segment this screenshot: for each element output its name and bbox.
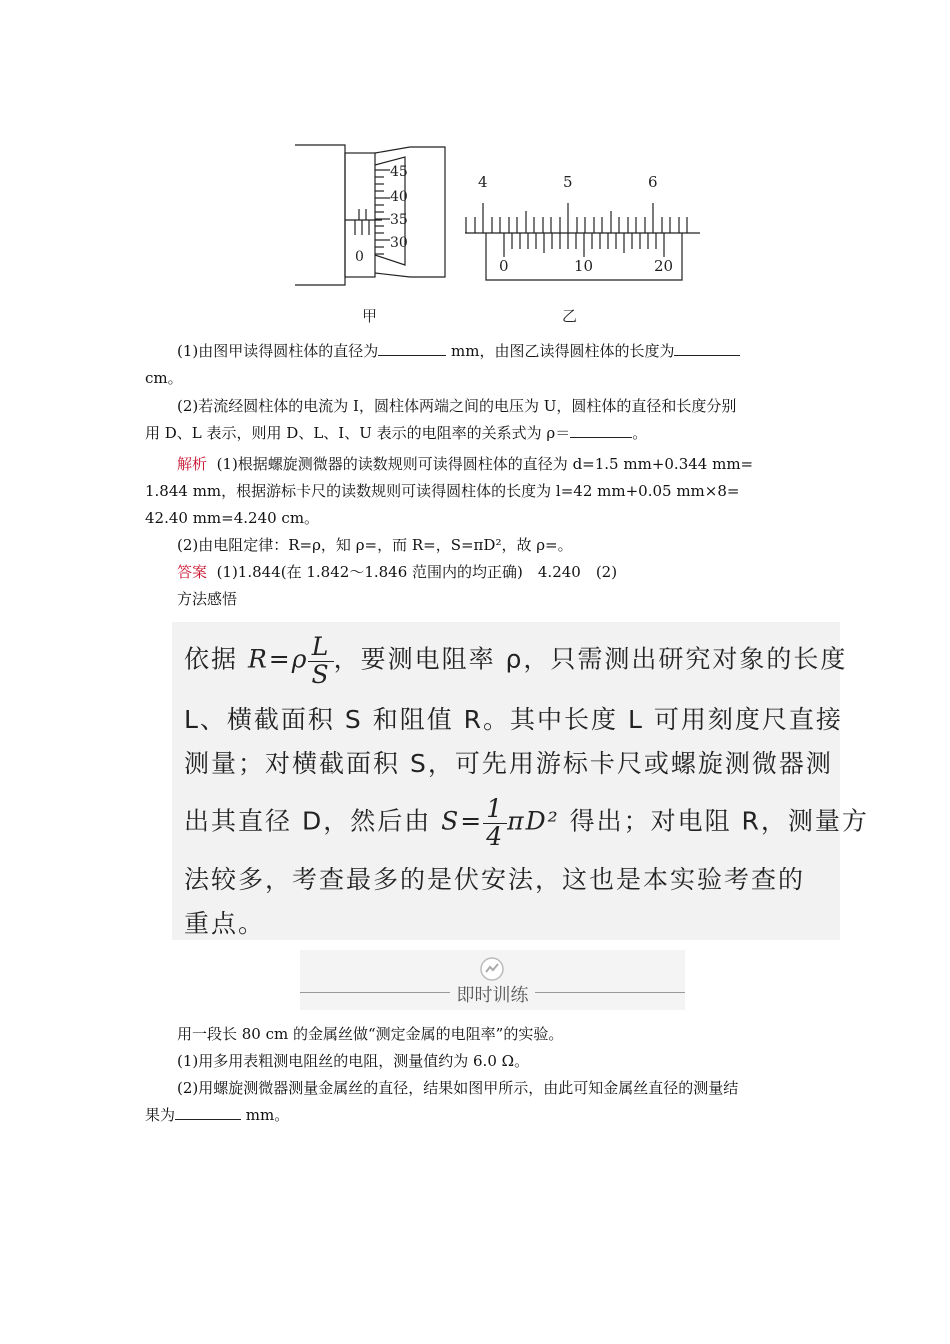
method-fraction-l-over-s	[308, 634, 333, 687]
header-rule-right	[535, 992, 685, 993]
length-answer-blank[interactable]	[674, 341, 740, 356]
answer-label: 答案	[177, 563, 208, 581]
solution-line-2	[145, 478, 810, 505]
q2-line-1	[145, 393, 842, 420]
solution-line-1	[145, 451, 842, 478]
method-title-text: 方法感悟	[177, 590, 238, 608]
header-rule-left	[300, 992, 450, 993]
caliper-main-tick-4: 4	[478, 173, 488, 191]
method-l4-pre: 出其直径 D，然后由	[184, 806, 432, 836]
method-line-6	[184, 904, 265, 940]
method-l4-post: 得出；对电阻 R，测量方	[569, 806, 869, 836]
caliper-vernier-tick-0: 0	[499, 257, 509, 275]
q2-line-2	[145, 420, 810, 447]
solution-line-3	[145, 505, 810, 532]
q1-unit-line	[145, 365, 810, 392]
q1-unit-cm: cm。	[145, 369, 183, 387]
solution-text-2: 1.844 mm，根据游标卡尺的读数规则可读得圆柱体的长度为 l=42 mm+0.05 mm×8=	[145, 482, 740, 500]
method-title	[145, 586, 842, 613]
method-formula-pid2: πD²	[507, 806, 560, 836]
question-1	[145, 338, 842, 365]
micrometer-zero: 0	[355, 249, 364, 265]
q1-text-a: (1)由图甲读得圆柱体的直径为	[177, 342, 379, 360]
fraction-denominator-4: 4	[486, 822, 505, 851]
training-item-2-unit: mm。	[245, 1106, 290, 1124]
method-l5-text: 法较多，考查最多的是伏安法，这也是本实验考查的	[184, 865, 806, 894]
fraction-numerator-1: 1	[483, 796, 507, 824]
method-l1-post: ，要测电阻率 ρ，只需测出研究对象的长度	[333, 644, 848, 674]
fraction-denominator-s: S	[311, 660, 331, 689]
method-l1-pre: 依据	[184, 644, 239, 674]
caliper-vernier-tick-20: 20	[654, 257, 674, 275]
method-l3-text: 测量；对横截面积 S，可先用游标卡尺或螺旋测微器测	[184, 749, 833, 778]
method-fraction-quarter	[483, 796, 507, 849]
solution-text-3: 42.40 mm=4.240 cm。	[145, 509, 320, 527]
micrometer-tick-35: 35	[390, 212, 408, 228]
method-l2-text: L、横截面积 S 和阻值 R。其中长度 L 可用刻度尺直接	[184, 705, 843, 734]
diameter-answer-blank[interactable]	[378, 341, 446, 356]
micrometer-tick-30: 30	[390, 235, 408, 251]
method-line-5	[184, 860, 805, 896]
training-badge-icon	[479, 956, 505, 982]
training-intro-text: 用一段长 80 cm 的金属丝做“测定金属的电阻率”的实验。	[177, 1025, 564, 1043]
solution-text-4: (2)由电阻定律：R=ρ，知 ρ=，而 R=，S=πD²，故 ρ=。	[177, 536, 573, 554]
micrometer-caption: 甲	[362, 307, 378, 325]
training-intro	[145, 1021, 842, 1048]
training-item-2	[145, 1075, 842, 1102]
solution-label: 解析	[177, 455, 208, 473]
training-item-2-pre: 果为	[145, 1106, 176, 1124]
training-item-2-text: (2)用螺旋测微器测量金属丝的直径，结果如图甲所示，由此可知金属丝直径的测量结	[177, 1079, 739, 1097]
measurement-figure	[290, 125, 700, 335]
method-formula-r: R=ρ	[247, 644, 309, 674]
q2-text-2: 用 D、L 表示，则用 D、L、I、U 表示的电阻率的关系式为 ρ＝	[145, 424, 571, 442]
training-section-header	[300, 950, 685, 1010]
caliper-vernier-tick-10: 10	[574, 257, 594, 275]
training-item-1	[145, 1048, 842, 1075]
solution-line-4	[145, 532, 842, 559]
method-line-3	[184, 744, 833, 780]
training-item-2-cont	[145, 1102, 810, 1129]
caliper-main-tick-6: 6	[648, 173, 658, 191]
wire-diameter-answer-blank[interactable]	[175, 1105, 241, 1120]
fraction-numerator-l: L	[308, 634, 333, 662]
micrometer-drawing	[295, 145, 445, 285]
q2-period: 。	[632, 424, 648, 442]
q2-text-1: (2)若流经圆柱体的电流为 I，圆柱体两端之间的电压为 U，圆柱体的直径和长度分别	[177, 397, 737, 415]
caliper-caption: 乙	[562, 307, 578, 325]
training-header-title: 即时训练	[456, 985, 529, 1006]
method-line-4	[184, 796, 869, 849]
method-formula-s: S=	[441, 806, 484, 836]
method-line-1	[184, 634, 847, 687]
method-insight-box	[172, 622, 869, 940]
q1-text-b: mm，由图乙读得圆柱体的长度为	[451, 342, 675, 360]
training-item-1-text: (1)用多用表粗测电阻丝的电阻，测量值约为 6.0 Ω。	[177, 1052, 530, 1070]
method-line-2	[184, 700, 843, 736]
method-l6-text: 重点。	[184, 909, 266, 938]
micrometer-tick-45: 45	[390, 164, 408, 180]
micrometer-tick-40: 40	[390, 189, 408, 205]
resistivity-answer-blank[interactable]	[570, 423, 632, 438]
answer-text: (1)1.844(在 1.842～1.846 范围内的均正确) 4.240 (2)	[216, 563, 618, 581]
answer-line	[145, 559, 842, 586]
solution-text-1: (1)根据螺旋测微器的读数规则可读得圆柱体的直径为 d=1.5 mm+0.344 mm=	[216, 455, 754, 473]
caliper-main-tick-5: 5	[563, 173, 573, 191]
